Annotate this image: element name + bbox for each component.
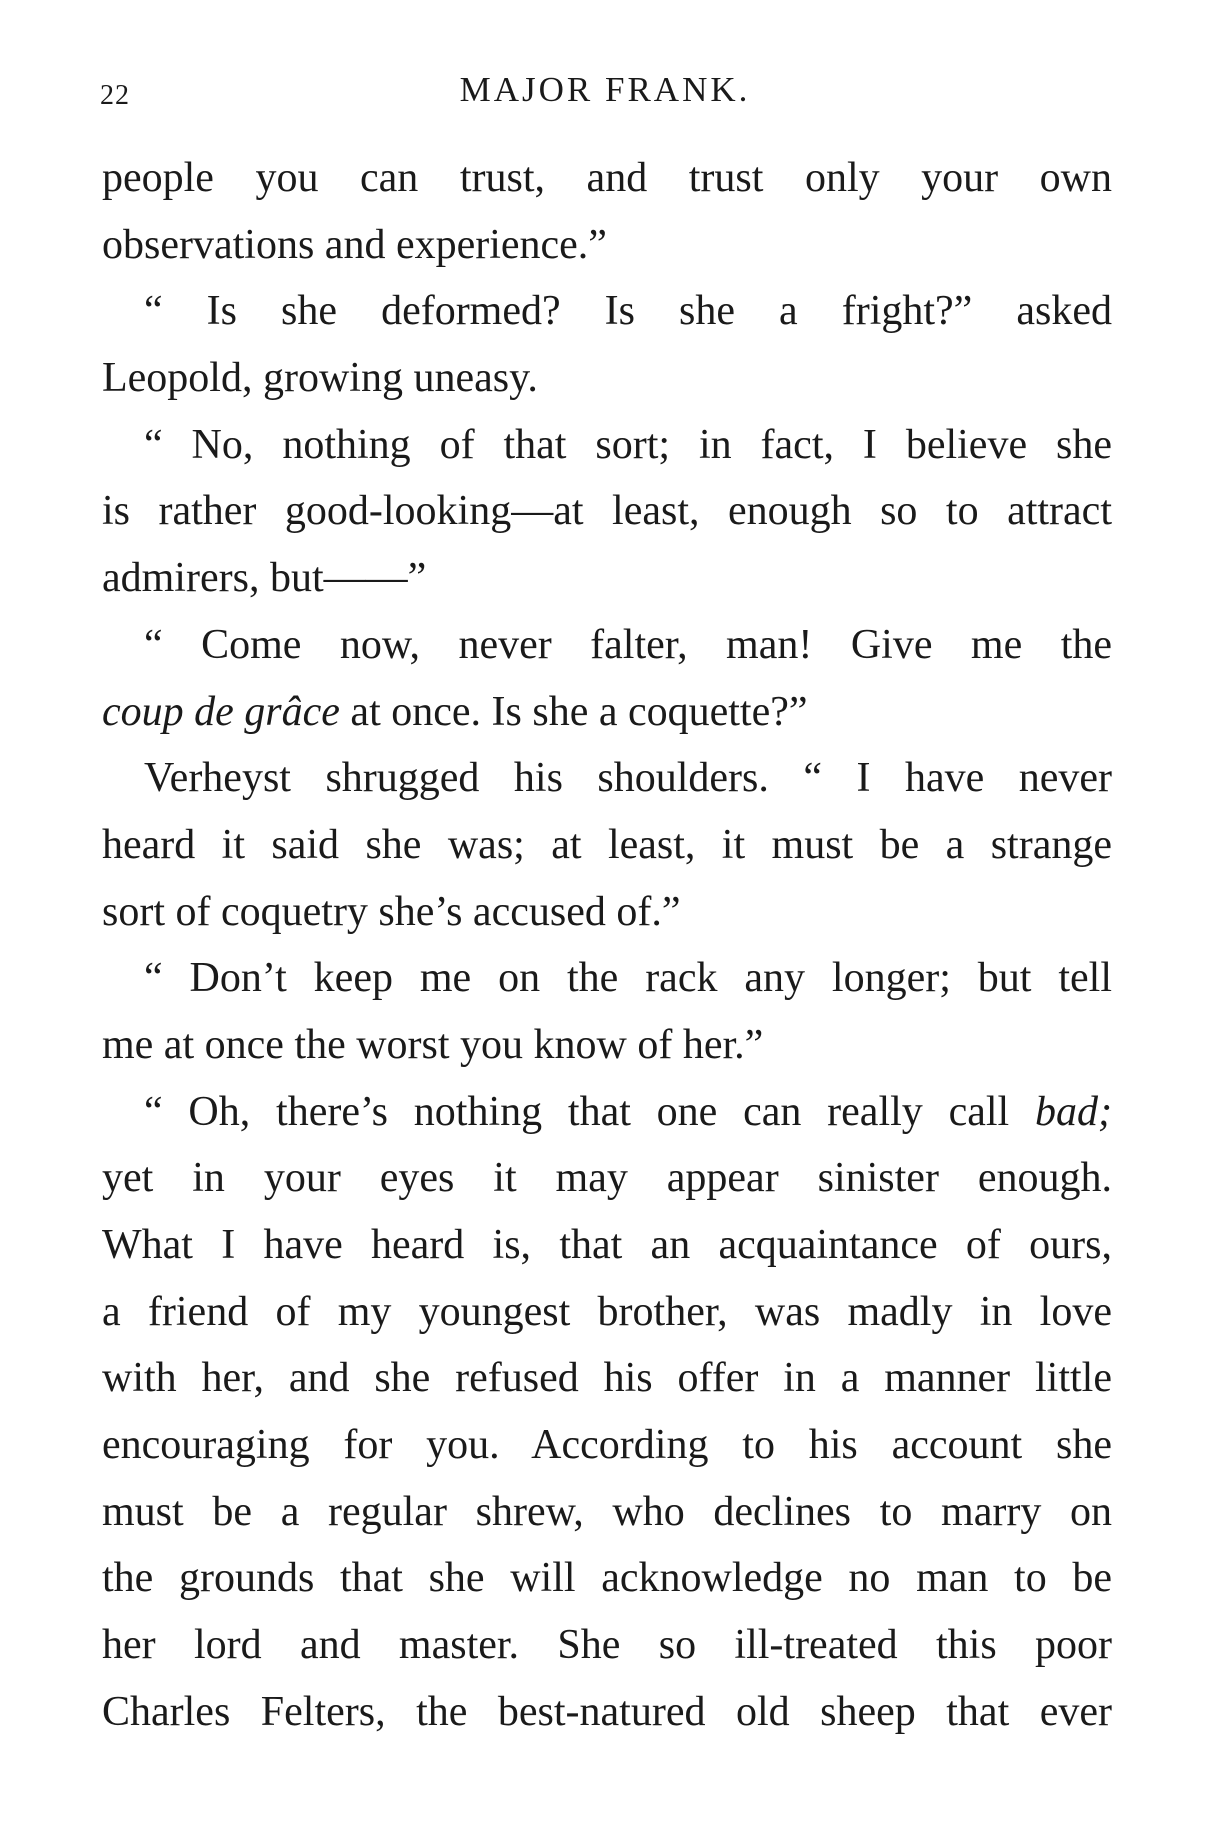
text-line: “ Come now, never falter, man! Give me the <box>144 621 1112 668</box>
text-line: “ No, nothing of that sort; in fact, I believe she <box>144 421 1112 468</box>
text-line: “ Don’t keep me on the rack any longer; but tell <box>144 955 1112 1002</box>
text-line: sort of coquetry she’s accused of.” <box>102 888 681 935</box>
text-line: must be a regular shrew, who declines to marry on <box>102 1488 1112 1535</box>
italic-phrase: coup de grâce <box>102 688 340 735</box>
text-line: “ Is she deformed? Is she a fright?” asked <box>144 288 1112 335</box>
text-line: me at once the worst you know of her.” <box>102 1021 764 1068</box>
text-line: people you can trust, and trust only your own <box>102 155 1112 201</box>
text-line: is rather good-looking—at least, enough so to attract <box>102 488 1112 535</box>
text-line: the grounds that she will acknowledge no man to be <box>102 1555 1112 1602</box>
text-line: with her, and she refused his offer in a manner little <box>102 1355 1112 1402</box>
text-line: Charles Felters, the best-natured old sheep that ever <box>102 1688 1112 1735</box>
text-line: encouraging for you. According to his account she <box>102 1422 1112 1469</box>
body-text <box>102 145 1112 1746</box>
text-line: Leopold, growing uneasy. <box>102 355 538 402</box>
line-text-after: at once. Is she a coquette?” <box>339 688 808 735</box>
text-line: yet in your eyes it may appear sinister enough. <box>102 1155 1112 1202</box>
page-number: 22 <box>100 80 130 111</box>
italic-phrase: bad; <box>1035 1088 1112 1135</box>
running-title: MAJOR FRANK. <box>459 70 751 109</box>
text-line: her lord and master. She so ill-treated this poor <box>102 1622 1112 1669</box>
line-text-before: “ Oh, there’s nothing that one can really call <box>144 1088 1035 1135</box>
text-line: observations and experience.” <box>102 221 607 268</box>
text-line: heard it said she was; at least, it must be a strange <box>102 821 1112 868</box>
text-line <box>102 679 1112 746</box>
text-line: What I have heard is, that an acquaintance of ours, <box>102 1222 1112 1268</box>
text-line: admirers, but——” <box>102 555 427 602</box>
text-line <box>102 1079 1112 1146</box>
text-line: a friend of my youngest brother, was madly in love <box>102 1288 1112 1335</box>
running-head <box>100 66 1110 116</box>
text-line: Verheyst shrugged his shoulders. “ I have never <box>144 755 1112 802</box>
